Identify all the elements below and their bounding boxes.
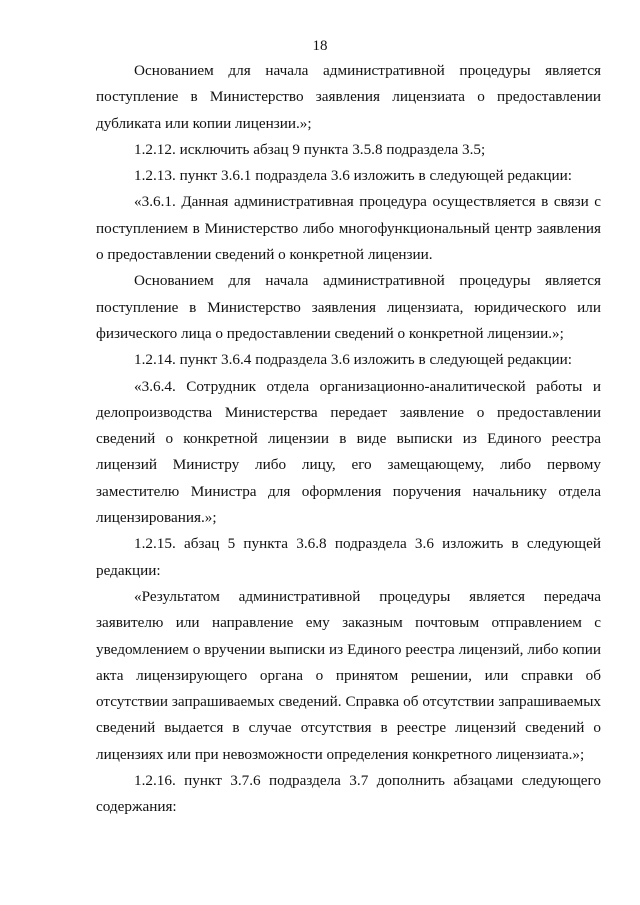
paragraph: Основанием для начала административной процедуры является поступление в Министерство заявления лицензиата о предоставлении дубликата или копии лицензии.»;	[96, 62, 601, 132]
paragraph: 1.2.12. исключить абзац 9 пункта 3.5.8 подраздела 3.5;	[134, 140, 486, 158]
paragraph: 1.2.16. пункт 3.7.6 подраздела 3.7 дополнить абзацами следующего содержания:	[96, 772, 601, 816]
paragraph: «Результатом административной процедуры является передача заявителю или направление ему заказным почтовым отправлением с уведомлением о вручении выписки из Единого реестра лицензий, либо копии акта лицензирующего органа о принятом решении, или справки об отсутствии запрашиваемых сведений. Справка об отсутствии запрашиваемых сведений выдается в случае отсутствия в реестре лицензий сведений о лицензиях или при невозможности определения конкретного лицензиата.»;	[96, 587, 601, 763]
paragraph: Основанием для начала административной процедуры является поступление в Министерство заявления лицензиата, юридического или физического лица о предоставлении сведений о конкретной лицензии.»;	[96, 272, 601, 342]
paragraph: 1.2.14. пункт 3.6.4 подраздела 3.6 изложить в следующей редакции:	[134, 351, 572, 369]
paragraph: 1.2.13. пункт 3.6.1 подраздела 3.6 изложить в следующей редакции:	[134, 167, 572, 185]
page-number: 18	[312, 38, 328, 54]
paragraph: «3.6.4. Сотрудник отдела организационно-аналитической работы и делопроизводства Министерства передает заявление о предоставлении сведений о конкретной лицензии в виде выписки из Единого реестра лицензий Министру либо лицу, его замещающему, либо первому заместителю Министра для оформления поручения начальнику отдела лицензирования.»;	[96, 377, 601, 527]
paragraph: 1.2.15. абзац 5 пункта 3.6.8 подраздела 3.6 изложить в следующей редакции:	[96, 535, 601, 579]
document-body	[96, 58, 601, 821]
paragraph: «3.6.1. Данная административная процедура осуществляется в связи с поступлением в Министерство либо многофункциональный центр заявления о предоставлении сведений о конкретной лицензии.	[96, 193, 601, 264]
